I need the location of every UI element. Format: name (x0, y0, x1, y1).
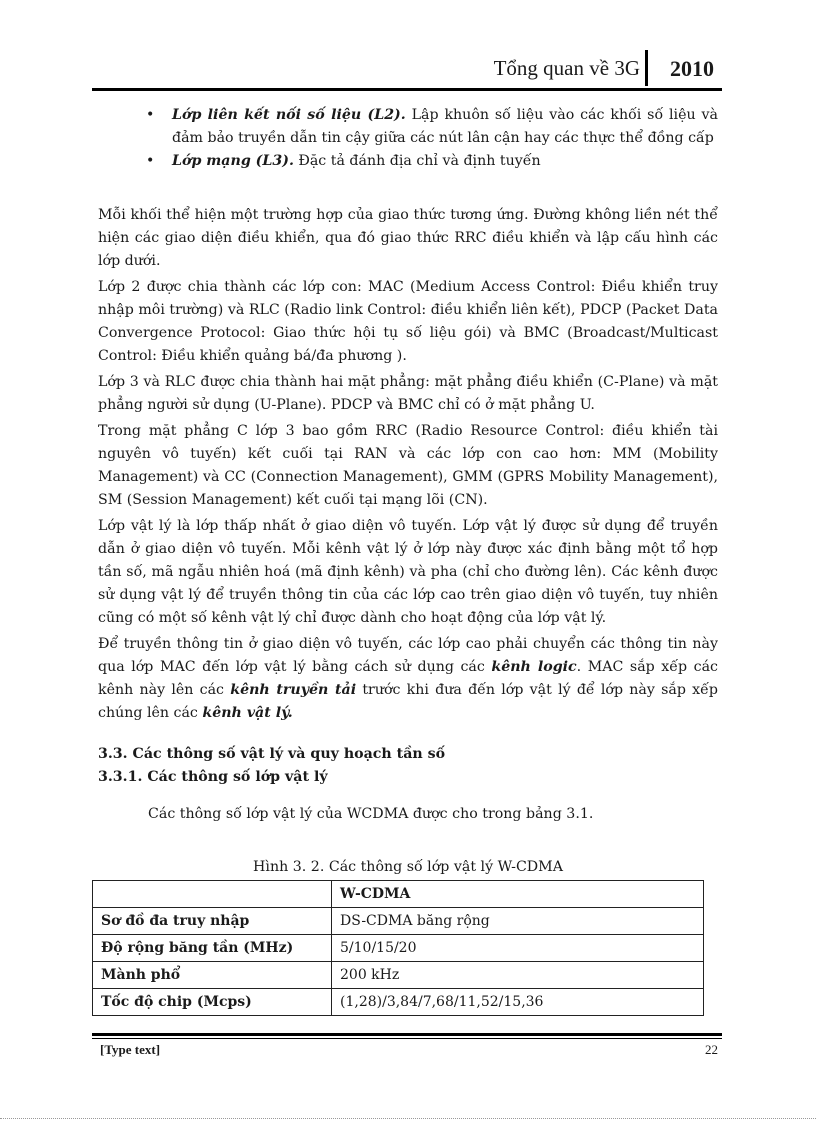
table-cell (93, 881, 332, 908)
table-row (93, 989, 704, 1016)
paragraph-text: . MAC sắp xếp các kênh này lên các (98, 659, 719, 698)
table-header-row (93, 881, 704, 908)
bullet-text: Lập khuôn số liệu vào các khối số liệu và đảm bảo truyền dẫn tin cậy giữa các nút lân cận hay các thực thể đồng cấp (172, 107, 718, 146)
table-row (93, 908, 704, 935)
table-label-cell: Mành phổ (93, 962, 332, 989)
page-number: 22 (705, 1042, 718, 1057)
table-row (93, 962, 704, 989)
document-body (98, 104, 718, 882)
table-label-cell: Sơ đồ đa truy nhập (93, 908, 332, 935)
paragraph-text: trước khi đưa đến lớp vật lý để lớp này sắp xếp chúng lên các (98, 682, 718, 721)
paragraph: Trong mặt phẳng C lớp 3 bao gồm RRC (Radio Resource Control: điều khiển tài nguyên vô tuyến) kết cuối tại RAN và các lớp con cao hơn: MM (Mobility Management) và CC (Connection Management), GMM (GPRS Mobility Management), SM (Session Management) kết cuối tại mạng lõi (CN). (98, 423, 718, 508)
table-header-cell: W-CDMA (332, 881, 704, 908)
header-year: 2010 (670, 56, 714, 81)
page-break-line (0, 1118, 816, 1119)
table-intro: Các thông số lớp vật lý của WCDMA được cho trong bảng 3.1. (148, 806, 594, 822)
bullet-icon: • (146, 153, 155, 169)
spec-table (92, 880, 704, 1016)
header-title: Tổng quan về 3G (493, 56, 640, 80)
paragraph: Mỗi khối thể hiện một trường hợp của giao thức tương ứng. Đường không liền nét thể hiện các giao diện điều khiển, qua đó giao thức RRC điều khiển và lập cấu hình các lớp dưới. (98, 207, 718, 269)
paragraph (98, 633, 718, 725)
keyword: kênh truyền tải (230, 682, 357, 698)
header-separator (645, 50, 648, 86)
table-value-cell: DS-CDMA băng rộng (332, 908, 704, 935)
footer-rule (92, 1033, 722, 1036)
footer-rule-thin (92, 1038, 722, 1039)
footer-text: [Type text] (100, 1042, 161, 1057)
bullet-term: Lớp mạng (L3). (172, 153, 294, 169)
table-label-cell: Độ rộng băng tần (MHz) (93, 935, 332, 962)
subsection-heading: 3.3.1. Các thông số lớp vật lý (98, 769, 328, 785)
header-rule (92, 88, 722, 91)
list-item (146, 104, 718, 150)
paragraph: Lớp vật lý là lớp thấp nhất ở giao diện vô tuyến. Lớp vật lý được sử dụng để truyền dẫn ở giao diện vô tuyến. Mỗi kênh vật lý ở lớp này được xác định bằng một tổ hợp tần số, mã ngẫu nhiên hoá (mã định kênh) và pha (chỉ cho đường lên). Các kênh được sử dụng vật lý để truyền thông tin của các lớp cao trên giao diện vô tuyến, tuy nhiên cũng có một số kênh vật lý chỉ được dành cho hoạt động của lớp vật lý. (98, 518, 718, 626)
paragraph: Lớp 3 và RLC được chia thành hai mặt phẳng: mặt phẳng điều khiển (C-Plane) và mặt phẳng người sử dụng (U-Plane). PDCP và BMC chỉ có ở mặt phẳng U. (98, 374, 718, 413)
table-value-cell: 5/10/15/20 (332, 935, 704, 962)
keyword: kênh vật lý. (202, 705, 293, 721)
bullet-term: Lớp liên kết nối số liệu (L2). (172, 107, 406, 123)
table-caption: Hình 3. 2. Các thông số lớp vật lý W-CDMA (253, 859, 563, 875)
table-label-cell: Tốc độ chip (Mcps) (93, 989, 332, 1016)
bullet-text: Đặc tả đánh địa chỉ và định tuyến (293, 153, 541, 169)
table-value-cell: 200 kHz (332, 962, 704, 989)
section-heading: 3.3. Các thông số vật lý và quy hoạch tần số (98, 746, 446, 762)
keyword: kênh logic (491, 659, 577, 675)
table-value-cell: (1,28)/3,84/7,68/11,52/15,36 (332, 989, 704, 1016)
bullet-icon: • (146, 107, 155, 123)
page-header (92, 50, 718, 86)
bullet-list (98, 104, 718, 173)
list-item (146, 150, 718, 173)
paragraph-text: Để truyền thông tin ở giao diện vô tuyến, các lớp cao phải chuyển các thông tin này qua lớp MAC đến lớp vật lý bằng cách sử dụng các (98, 636, 718, 675)
paragraph: Lớp 2 được chia thành các lớp con: MAC (Medium Access Control: Điều khiển truy nhập môi trường) và RLC (Radio link Control: điều khiển liên kết), PDCP (Packet Data Convergence Protocol: Giao thức hội tụ số liệu gói) và BMC (Broadcast/Multicast Control: Điều khiển quảng bá/đa phương ). (98, 279, 718, 364)
table-row (93, 935, 704, 962)
